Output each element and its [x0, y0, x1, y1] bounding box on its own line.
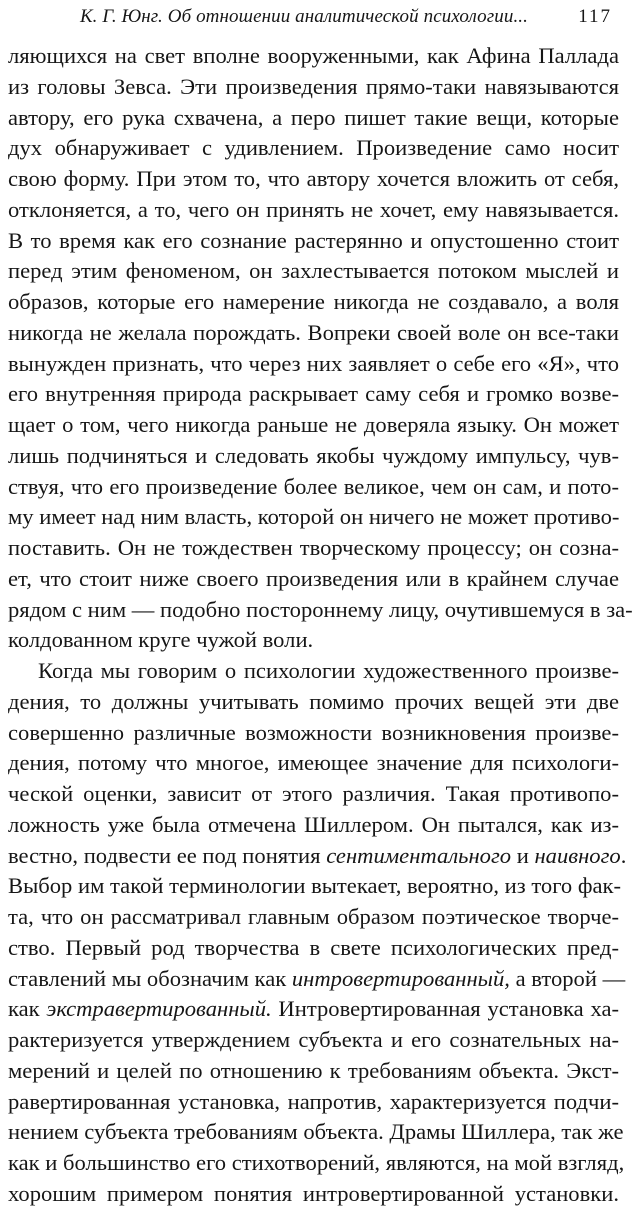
text-line: совершенно различные возможности возникновения произве-	[8, 719, 619, 745]
line-text: Интровертированная установка ха-	[271, 996, 619, 1022]
line-text: вестно, подвести ее под понятия	[8, 842, 327, 868]
text-line: никогда не желала порождать. Вопреки своей воле он все-таки	[8, 319, 619, 345]
text-line: ложность уже была отмечена Шиллером. Он пытался, как из-	[8, 811, 619, 837]
text-line: образов, которые его намерение никогда не создавало, а воля	[8, 289, 619, 314]
text-line: Когда мы говорим о психологии художественного произве-	[38, 658, 619, 683]
text-line: равертированная установка, напротив, характеризуется подчи-	[8, 1088, 619, 1114]
emphasized-term: сентиментального	[326, 842, 512, 868]
text-line: рядом с ним — подобно постороннему лицу, очутившемуся в за-	[8, 596, 633, 622]
text-line: лишь подчиняться и следовать якобы чуждому импульсу, чув-	[8, 442, 619, 468]
emphasized-term: наивного	[534, 842, 621, 868]
text-line: хорошим примером понятия интровертированной установки.	[8, 1180, 619, 1206]
text-line: ствуя, что его произведение более великое, чем он сам, и пото-	[8, 473, 619, 499]
text-line: его внутренняя природа раскрывает саму себя и громко возве-	[8, 381, 619, 407]
text-line: колдованном круге чужой воли.	[8, 627, 314, 653]
text-line: ческой оценки, зависит от этого различия. Такая противопо-	[8, 781, 619, 806]
line-text: .	[620, 842, 627, 868]
paragraph-2	[8, 656, 627, 1210]
text-line	[8, 964, 626, 995]
text-line: В то время как его сознание растерянно и опустошенно стоит	[8, 227, 619, 253]
text-line: вынужден признать, что через них заявляет о себе его «Я», что	[8, 350, 619, 376]
body-text	[8, 41, 633, 1210]
text-line: отклоняется, а то, чего он принять не хочет, ему навязывается.	[8, 196, 619, 222]
text-line: ство. Первый род творчества в свете психологических пред-	[8, 934, 619, 960]
running-header	[0, 4, 620, 32]
text-line: ет, что стоит ниже своего произведения или в крайнем случае	[8, 565, 619, 591]
text-line: поставить. Он не тождествен творческому процессу; он сознa-	[8, 535, 619, 560]
text-line: му имеет над ним власть, которой он ничего не может противо-	[8, 504, 620, 530]
emphasized-term: экстравертированный.	[46, 996, 272, 1022]
text-line: свою форму. При этом то, что автору хочется вложить от себя,	[8, 166, 619, 191]
paragraph-1	[8, 41, 633, 656]
running-title: К. Г. Юнг. Об отношении аналитической психологии...	[79, 6, 528, 27]
text-line	[8, 994, 619, 1025]
line-text: и	[511, 842, 535, 868]
text-line: дух обнаруживает с удивлением. Произведение само носит	[8, 135, 619, 161]
line-text: ставлений мы обозначим как	[8, 965, 292, 991]
text-line: щает о том, чего никогда раньше не доверяла языку. Он может	[8, 412, 619, 437]
line-text: а второй —	[509, 965, 626, 991]
text-line: та, что он рассматривал главным образом поэтическое творче-	[8, 904, 619, 929]
text-line: автору, его рука схвачена, а перо пишет такие вещи, которые	[8, 104, 619, 130]
text-line: дения, потому что многое, имеющее значение для психологи-	[8, 750, 619, 776]
text-line: ляющихся на свет вполне вооруженными, как Афина Паллада	[8, 43, 619, 68]
text-line	[8, 841, 627, 872]
emphasized-term: интровертированный,	[291, 965, 510, 991]
text-line: Выбор им такой терминологии вытекает, вероятно, из того фак-	[8, 873, 622, 899]
text-line: дения, то должны учитывать помимо прочих вещей эти две	[8, 688, 619, 714]
page-number: 117	[578, 6, 612, 27]
text-line: мерений и целей по отношению к требованиям объекта. Экст-	[8, 1057, 619, 1083]
text-line: рактеризуется утверждением субъекта и его сознательных на-	[8, 1027, 619, 1052]
text-line: перед этим феноменом, он захлестывается потоком мыслей и	[8, 258, 619, 284]
line-text: как	[8, 996, 47, 1022]
text-line: из головы Зевса. Эти произведения прямо-таки навязываются	[8, 73, 619, 99]
text-line: нением субъекта требованиям объекта. Драмы Шиллера, так же	[8, 1119, 624, 1145]
text-line: как и большинство его стихотворений, являются, на мой взгляд,	[8, 1150, 625, 1175]
